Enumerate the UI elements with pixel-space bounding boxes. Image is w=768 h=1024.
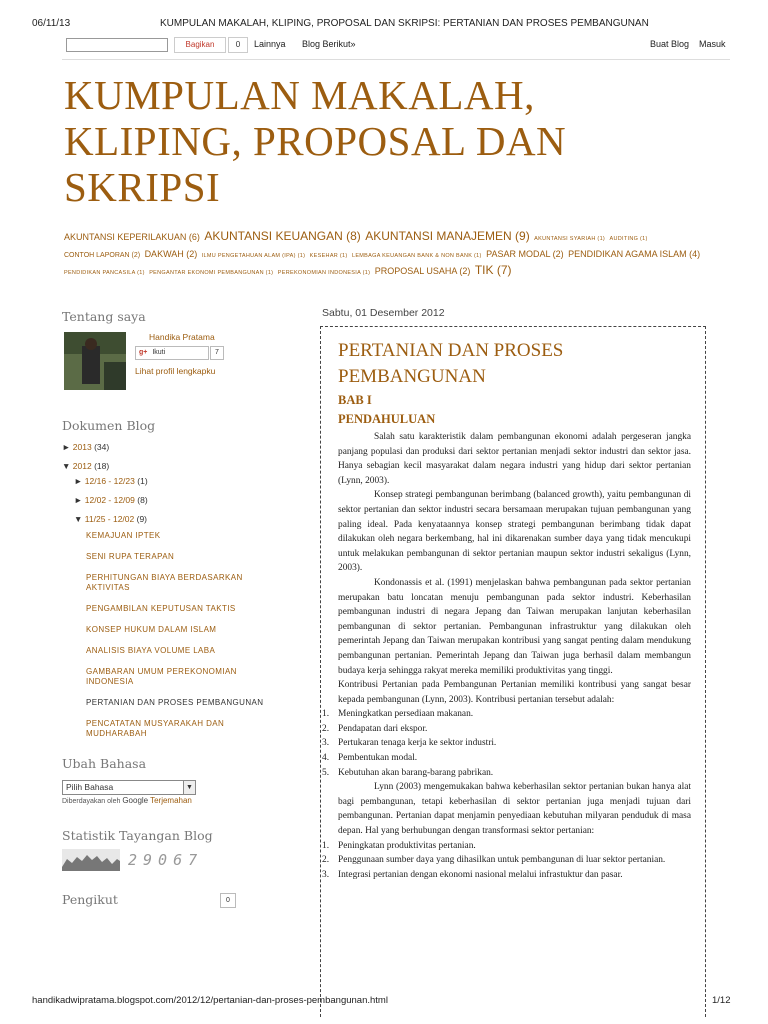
language-select[interactable] bbox=[62, 780, 196, 795]
label-link[interactable]: PENGANTAR EKONOMI PEMBANGUNAN (1) bbox=[149, 270, 274, 276]
contribution-list bbox=[322, 707, 691, 780]
share-count: 0 bbox=[228, 37, 248, 53]
follow-label: Ikuti bbox=[152, 349, 166, 356]
followers-heading: Pengikut bbox=[62, 892, 118, 907]
profile-link[interactable]: Lihat profil lengkapku bbox=[135, 366, 216, 376]
archive-2013-link[interactable]: 2013 bbox=[72, 442, 92, 452]
blog-title[interactable]: KUMPULAN MAKALAH, KLIPING, PROPOSAL DAN SKRIPSI bbox=[64, 72, 567, 210]
label-link[interactable]: AKUNTANSI KEUANGAN (8) bbox=[204, 229, 361, 243]
print-page-number: 1/12 bbox=[712, 995, 731, 1006]
print-title: KUMPULAN MAKALAH, KLIPING, PROPOSAL DAN SKRIPSI: PERTANIAN DAN PROSES PEMBANGUNAN bbox=[160, 18, 649, 29]
archive-2012-count: (18) bbox=[94, 461, 110, 471]
google-logo[interactable]: Google bbox=[122, 796, 149, 805]
profile-photo-image bbox=[64, 332, 126, 390]
list-item: 1. Peningkatan produktivitas pertanian. bbox=[322, 840, 476, 851]
followers-count: 0 bbox=[220, 893, 236, 908]
archive-week-3[interactable]: ▼ 11/25 - 12/02 (9) bbox=[74, 514, 148, 524]
post-section: PENDAHULUAN bbox=[338, 412, 436, 426]
label-link[interactable]: AUDITING (1) bbox=[609, 236, 648, 242]
translate-prefix: Diberdayakan oleh bbox=[62, 798, 121, 805]
print-url: handikadwipratama.blogspot.com/2012/12/pertanian-dan-proses-pembangunan.html bbox=[32, 995, 388, 1006]
archive-2012-link[interactable]: 2012 bbox=[72, 461, 92, 471]
label-link[interactable]: AKUNTANSI SYARIAH (1) bbox=[534, 236, 606, 242]
label-link[interactable]: CONTOH LAPORAN (2) bbox=[64, 252, 141, 259]
list-item: 4. Pembentukan modal. bbox=[322, 753, 418, 764]
archive-week-2-link[interactable]: 12/02 - 12/09 bbox=[84, 495, 135, 505]
next-blog-link[interactable]: Blog Berikut» bbox=[302, 39, 356, 49]
archive-post-link[interactable]: KONSEP HUKUM DALAM ISLAM bbox=[86, 625, 217, 634]
label-link[interactable]: AKUNTANSI MANAJEMEN (9) bbox=[365, 229, 530, 243]
follow-button[interactable] bbox=[135, 346, 209, 360]
archive-week-2[interactable]: ► 12/02 - 12/09 (8) bbox=[74, 495, 148, 505]
post-title[interactable]: PERTANIAN DAN PROSES PEMBANGUNAN bbox=[338, 340, 564, 387]
navbar-search-input[interactable] bbox=[66, 38, 168, 52]
label-link[interactable]: LEMBAGA KEUANGAN BANK & NON BANK (1) bbox=[351, 253, 482, 259]
archive-post-link[interactable]: PERHITUNGAN BIAYA BERDASARKAN AKTIVITAS bbox=[86, 573, 243, 592]
post-paragraph: Konsep strategi pembangunan berimbang (balanced growth), yaitu pembangunan di sektor pertanian dan sektor industri secara bersamaan merupakan tujuan pembangunan yang paling ideal. Pada kenyataannya konsep strategi pembangunan berimbang tidak dapat dilakukan oleh negara berkembang, hal ini dikarenakan sumber daya yang tidak mencukupi untuk melakukan pembangunan di sektor pertanian maupun sektor industri sekaligus (Lynn, 2003). bbox=[338, 490, 691, 574]
label-link[interactable]: PASAR MODAL (2) bbox=[486, 249, 564, 259]
archive-week-2-count: (8) bbox=[137, 495, 148, 505]
label-link[interactable]: DAKWAH (2) bbox=[144, 249, 198, 259]
transformation-list bbox=[322, 839, 691, 883]
archive-post-link[interactable]: GAMBARAN UMUM PEREKONOMIAN INDONESIA bbox=[86, 667, 237, 686]
post-date: Sabtu, 01 Desember 2012 bbox=[322, 307, 445, 319]
label-link[interactable]: PROPOSAL USAHA (2) bbox=[374, 266, 471, 276]
list-item: 5. Kebutuhan akan barang-barang pabrikan. bbox=[322, 767, 494, 778]
follow-count: 7 bbox=[210, 346, 224, 360]
list-item: 2. Penggunaan sumber daya yang dihasilkan untuk pembangunan di luar sektor pertanian. bbox=[322, 855, 666, 866]
label-link[interactable]: PEREKONOMIAN INDONESIA (1) bbox=[277, 270, 371, 276]
archive-post-link-current[interactable]: PERTANIAN DAN PROSES PEMBANGUNAN bbox=[86, 698, 264, 707]
archive-heading: Dokumen Blog bbox=[62, 418, 156, 433]
archive-week-3-count: (9) bbox=[136, 514, 148, 524]
stats-heading: Statistik Tayangan Blog bbox=[62, 828, 213, 843]
post-paragraph: Lynn (2003) mengemukakan bahwa keberhasilan sektor pertanian bukan hanya alat bagi pembangunan, tetapi keberhasilan di sektor pertanian juga menjadi tujuan dari pembangunan. Pertanian dapat menjamin penyediaan kebutuhan milyaran penduduk di masa depan. Hal yang berhubungan dengan transformasi sektor pertanian: bbox=[338, 782, 691, 837]
profile-photo[interactable] bbox=[64, 332, 126, 390]
translate-credit bbox=[62, 796, 192, 805]
archive-post-list bbox=[86, 531, 296, 750]
label-link[interactable]: ILMU PENGETAHUAN ALAM (IPA) (1) bbox=[201, 253, 306, 259]
post-paragraph: Kondonassis et al. (1991) menjelaskan bahwa pembangunan pada sektor pertanian merupakan batu loncatan menuju pembangunan pada sektor industri. Keberhasilan pembangunan industri di negara Jepang dan Taiwan merupakan lanjutan keberhasilan pembangunan di sektor pertanian. Pembangunan infrastruktur yang dilakukan oleh pemerintah Jepang dan Taiwan merupakan kontribusi yang sangat penting dalam mendukung pembangunan pertanian. Pemerintah Jepang dan Taiwan juga berhasil dalam membangun budaya kerja sehingga rakyat mereka memiliki produktivitas yang tinggi. bbox=[338, 577, 691, 676]
post-body bbox=[322, 430, 691, 882]
create-blog-link[interactable]: Buat Blog bbox=[650, 39, 690, 49]
translate-link[interactable]: Terjemahan bbox=[150, 796, 192, 805]
about-heading: Tentang saya bbox=[62, 309, 146, 324]
label-link[interactable]: PENDIDIKAN PANCASILA (1) bbox=[64, 270, 145, 276]
archive-post-link[interactable]: KEMAJUAN IPTEK bbox=[86, 531, 161, 540]
gplus-icon: g+ bbox=[139, 349, 148, 356]
archive-week-1[interactable]: ► 12/16 - 12/23 (1) bbox=[74, 476, 148, 486]
list-item: 3. Integrasi pertanian dengan ekonomi nasional melalui infrastuktur dan pasar. bbox=[322, 869, 623, 880]
post-paragraph: Salah satu karakteristik dalam pembangunan ekonomi adalah pergeseran jangka panjang populasi dan produksi dari sektor pertanian menjadi sektor industri dan sektor jasa. Hanya sebagian kecil masyarakat dalam negara industri yang hidup dari sektor pertanian (Lynn, 2003). bbox=[338, 432, 691, 486]
stats-sparkline-icon bbox=[62, 849, 120, 871]
archive-week-1-count: (1) bbox=[137, 476, 148, 486]
list-item: 2. Pendapatan dari ekspor. bbox=[322, 723, 428, 734]
archive-2013-count: (34) bbox=[94, 442, 110, 452]
archive-post-link[interactable]: SENI RUPA TERAPAN bbox=[86, 552, 175, 561]
post-paragraph: Kontribusi Pertanian pada Pembangunan Pertanian memiliki kontribusi yang sangat besar kepada pembangunan (Lynn, 2003). Kontribusi pertanian tersebut adalah: bbox=[338, 680, 691, 705]
label-link[interactable]: TIK (7) bbox=[474, 263, 512, 277]
language-select-value: Pilih Bahasa bbox=[66, 782, 114, 792]
archive-post-link[interactable]: PENCATATAN MUSYARAKAH DAN MUDHARABAH bbox=[86, 719, 225, 738]
share-button[interactable]: Bagikan bbox=[174, 37, 226, 53]
archive-year-2012[interactable]: ▼ 2012 (18) bbox=[62, 461, 110, 471]
archive-year-2013[interactable]: ► 2013 (34) bbox=[62, 442, 110, 452]
archive-week-3-link[interactable]: 11/25 - 12/02 bbox=[84, 514, 135, 524]
profile-name[interactable]: Handika Pratama bbox=[149, 332, 215, 342]
login-link[interactable]: Masuk bbox=[699, 39, 726, 49]
print-date: 06/11/13 bbox=[32, 18, 71, 29]
label-cloud bbox=[64, 229, 710, 280]
label-link[interactable]: AKUNTANSI KEPERILAKUAN (6) bbox=[64, 232, 200, 242]
blogger-navbar bbox=[62, 35, 730, 60]
chevron-down-icon: ▼ bbox=[183, 781, 195, 794]
archive-week-1-link[interactable]: 12/16 - 12/23 bbox=[84, 476, 135, 486]
list-item: 3. Pertukaran tenaga kerja ke sektor industri. bbox=[322, 738, 497, 749]
label-link[interactable]: KESEHAR (1) bbox=[309, 253, 348, 259]
label-link[interactable]: PENDIDIKAN AGAMA ISLAM (4) bbox=[568, 249, 701, 259]
archive-post-link[interactable]: ANALISIS BIAYA VOLUME LABA bbox=[86, 646, 216, 655]
list-item: 1. Meningkatkan persediaan makanan. bbox=[322, 709, 474, 720]
post-chapter: BAB I bbox=[338, 393, 372, 407]
stats-counter: 29067 bbox=[128, 851, 204, 869]
archive-post-link[interactable]: PENGAMBILAN KEPUTUSAN TAKTIS bbox=[86, 604, 236, 613]
translate-heading: Ubah Bahasa bbox=[62, 756, 147, 771]
more-link[interactable]: Lainnya bbox=[254, 39, 286, 49]
